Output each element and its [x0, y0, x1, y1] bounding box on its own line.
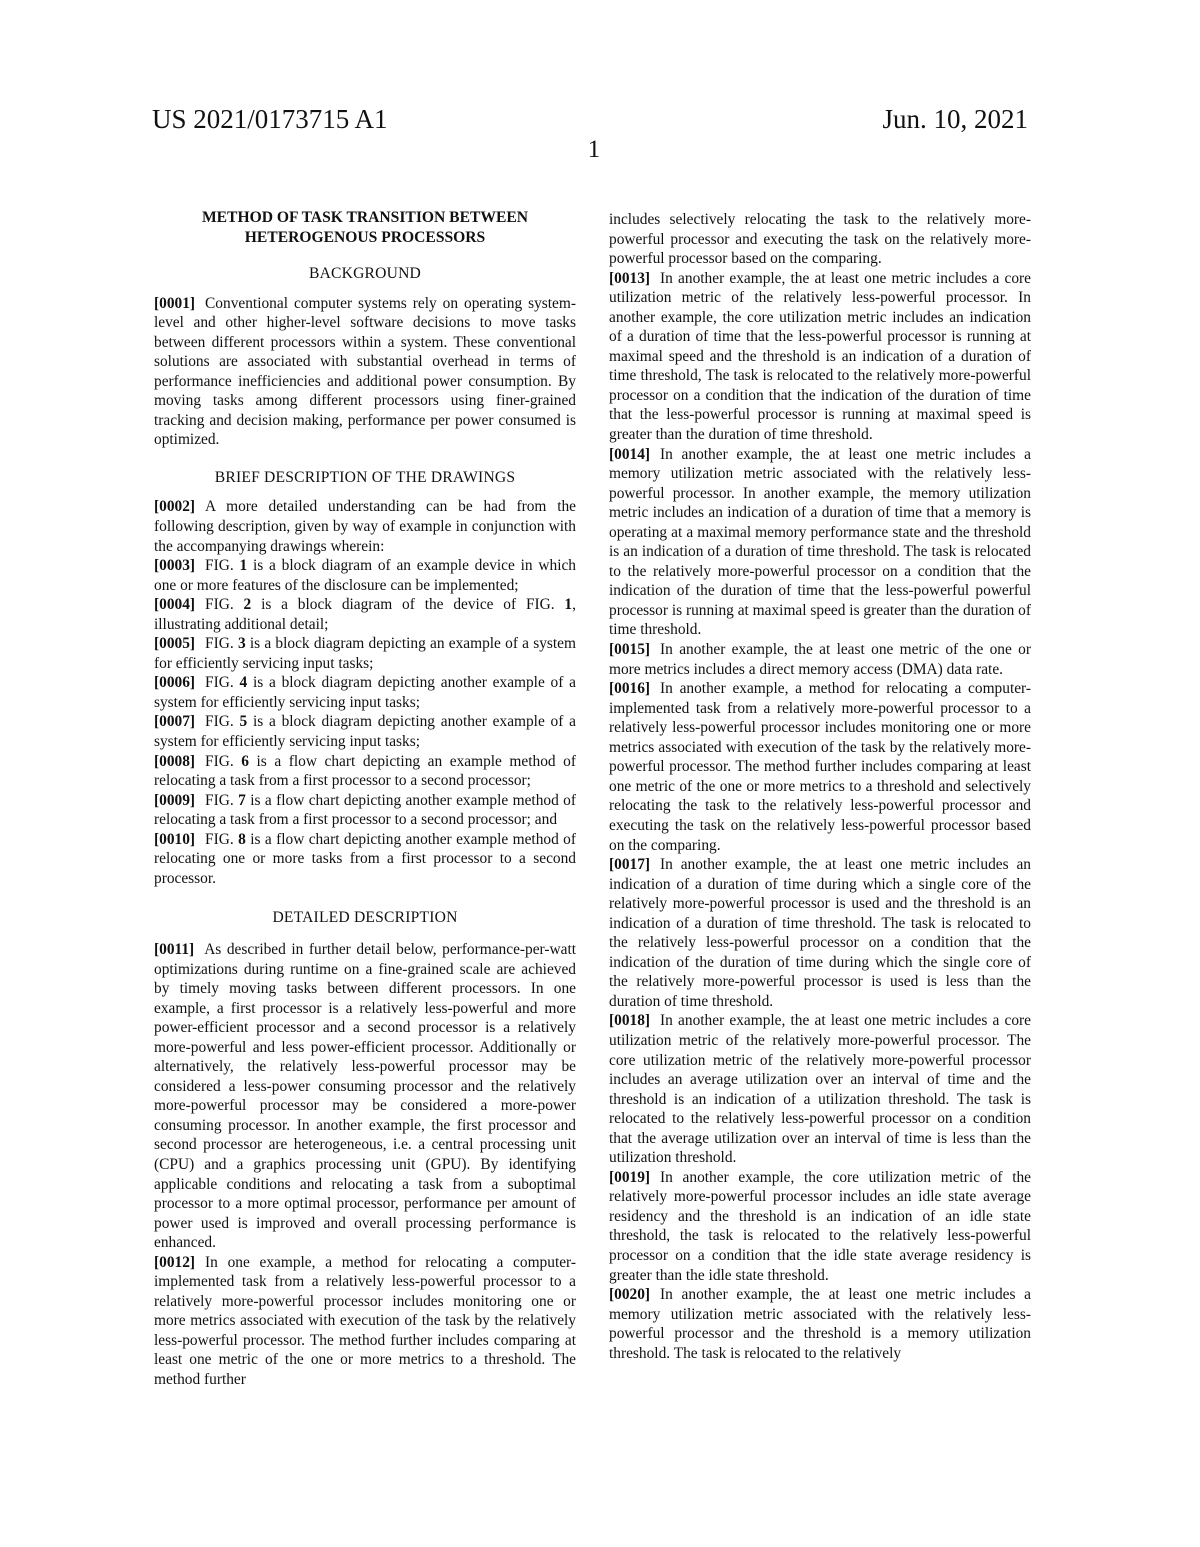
paragraph-0010 — [154, 830, 576, 889]
figure-reference-2: 1 — [564, 596, 573, 614]
paragraph-text: In another example, the at least one metric includes a core utilization metric of the relatively less-powerful processor. In another example, the core utilization metric includes an indication of a duration of time that the less-powerful processor is running at maximal speed and the threshold is an indication of a duration of time threshold, The task is relocated to the relatively more-powerful processor on a condition that the indication of the duration of time that the less-powerful processor is running at maximal speed is greater than the duration of time threshold. — [609, 269, 1031, 444]
paragraph-text: Conventional computer systems rely on operating system-level and other higher-level software decisions to move tasks between different processors within a system. These conventional solutions are associated with substantial overhead in terms of performance inefficiencies and additional power consumption. By moving tasks among different processors using finer-grained tracking and decision making, performance per power consumed is optimized. — [154, 294, 576, 449]
paragraph-number: [0015] — [609, 641, 651, 659]
figure-reference: 8 — [238, 830, 246, 848]
fig-prefix: FIG. — [205, 674, 234, 692]
paragraph-0009 — [154, 791, 576, 830]
paragraph-0019 — [609, 1168, 1031, 1285]
paragraph-0012 — [154, 1253, 576, 1390]
paragraph-text: In another example, the at least one metric includes an indication of a duration of time during which a single core of the relatively more-powerful processor is used and the threshold is an indication of a duration of time threshold. The task is relocated to the relatively less-powerful processor on a condition that the indication of the duration of time during which the single core of the relatively more-powerful processor is used is less than the duration of time threshold. — [609, 856, 1031, 1010]
paragraph-0018 — [609, 1011, 1031, 1167]
paragraph-number: [0020] — [609, 1286, 651, 1304]
paragraph-text-mid: is a block diagram of the device of FIG. — [261, 596, 555, 614]
section-heading-detailed-description: DETAILED DESCRIPTION — [272, 909, 458, 927]
title-line-2: HETEROGENOUS PROCESSORS — [244, 228, 486, 246]
figure-reference: 4 — [239, 674, 248, 692]
paragraph-0008 — [154, 752, 576, 791]
section-heading-background: BACKGROUND — [308, 265, 422, 282]
paragraph-text: is a block diagram depicting another example of a system for efficiently servicing input tasks; — [154, 674, 576, 711]
paragraph-0020 — [609, 1285, 1031, 1363]
paragraph-number: [0002] — [154, 498, 196, 516]
paragraph-number: [0004] — [154, 596, 196, 614]
paragraph-text: In another example, the at least one metric includes a memory utilization metric associated with the relatively less-powerful processor. In another example, the memory utilization metric includes an indication of a duration of time that a memory is operating at a maximal memory performance state and the threshold is an indication of a duration of time threshold. The task is relocated to the relatively more-powerful processor on a condition that the indication of the duration of time that the less-powerful powerful processor is running at maximal speed is greater than the duration of time threshold. — [609, 445, 1031, 639]
fig-prefix: FIG. — [205, 557, 234, 575]
paragraph-text: In another example, the at least one metric of the one or more metrics includes a direct memory access (DMA) data rate. — [609, 641, 1031, 678]
paragraph-0007 — [154, 712, 576, 751]
paragraph-number: [0008] — [154, 752, 196, 770]
paragraph-number: [0018] — [609, 1012, 651, 1030]
paragraph-text: In another example, the core utilization metric of the relatively more-powerful processor includes an idle state average residency and the threshold is an indication of an idle state threshold, the task is relocated to the relatively less-powerful processor on a condition that the idle state average residency is greater than the idle state threshold. — [609, 1168, 1031, 1284]
paragraph-number: [0014] — [609, 445, 651, 463]
paragraph-text: , illustrating additional detail; — [154, 596, 576, 633]
fig-prefix: FIG. — [205, 752, 234, 770]
paragraph-0016 — [609, 679, 1031, 855]
paragraph-number: [0006] — [154, 674, 196, 692]
right-column — [609, 210, 1031, 1363]
figure-reference: 5 — [239, 713, 248, 731]
paragraph-number: [0013] — [609, 269, 651, 287]
paragraph-number: [0003] — [154, 557, 196, 575]
paragraph-text: is a flow chart depicting another example method of relocating one or more tasks from a first processor to a second processor. — [154, 830, 576, 887]
figure-reference: 7 — [238, 791, 246, 809]
left-column — [154, 208, 576, 1390]
paragraph-number: [0005] — [154, 635, 196, 653]
figure-reference: 3 — [237, 635, 246, 653]
paragraph-number: [0019] — [609, 1168, 651, 1186]
figure-reference: 2 — [243, 596, 252, 614]
fig-prefix: FIG. — [205, 596, 234, 614]
paragraph-0004 — [154, 595, 576, 634]
paragraph-number: [0016] — [609, 680, 651, 698]
paragraph-text: As described in further detail below, performance-per-watt optimizations during runtime on a fine-grained scale are achieved by timely moving tasks between different processors. In one example, a first processor is a relatively less-powerful and more power-efficient processor and a second processor is a relatively more-powerful and less power-efficient processor. Additionally or alternatively, the relatively less-powerful processor may be considered a less-power consuming processor and the relatively more-powerful processor may be considered a more-power consuming processor. In another example, the first processor and second processor are heterogeneous, i.e. a central processing unit (CPU) and a graphics processing unit (GPU). By identifying applicable conditions and relocating a task from a suboptimal processor to a more optimal processor, performance per amount of power used is improved and overall processing performance is enhanced. — [154, 940, 576, 1252]
paragraph-text: is a block diagram depicting an example of a system for efficiently servicing input tasks; — [154, 635, 576, 672]
paragraph-number: [0007] — [154, 713, 196, 731]
paragraph-0013 — [609, 269, 1031, 445]
paragraph-number: [0001] — [154, 294, 196, 312]
page-number: 1 — [587, 136, 601, 163]
figure-reference: 6 — [241, 752, 249, 770]
paragraph-text: In another example, the at least one metric includes a core utilization metric of the relatively more-powerful processor. The core utilization metric of the relatively more-powerful processor includes an average utilization over an interval of time and the threshold is an indication of a utilization threshold. The task is relocated to the relatively less-powerful processor on a condition that the average utilization over an interval of time is less than the utilization threshold. — [609, 1012, 1031, 1167]
fig-prefix: FIG. — [205, 713, 234, 731]
paragraph-number: [0011] — [154, 940, 195, 958]
paragraph-text: is a flow chart depicting an example method of relocating a task from a first processor to a second processor; — [154, 752, 576, 790]
patent-number: US 2021/0173715 A1 — [152, 104, 388, 134]
paragraph-text: In another example, the at least one metric includes a memory utilization metric associated with the relatively less-powerful processor and the threshold is a memory utilization threshold. The task is relocated to the relatively — [609, 1286, 1031, 1362]
paragraph-number: [0017] — [609, 856, 651, 874]
paragraph-0012-continuation: includes selectively relocating the task to the relatively more-powerful processor and executing the task on the relatively more-powerful processor based on the comparing. — [609, 211, 1031, 268]
paragraph-0011 — [154, 940, 576, 1253]
paragraph-number: [0010] — [154, 830, 196, 848]
paragraph-0006 — [154, 673, 576, 712]
title-line-1: METHOD OF TASK TRANSITION BETWEEN — [201, 209, 529, 226]
paragraph-0015 — [609, 640, 1031, 679]
paragraph-number: [0012] — [154, 1253, 196, 1271]
section-heading-brief-description: BRIEF DESCRIPTION OF THE DRAWINGS — [214, 468, 516, 486]
fig-prefix: FIG. — [205, 791, 234, 809]
paragraph-text: A more detailed understanding can be had from the following description, given by way of example in conjunction with the accompanying drawings wherein: — [154, 498, 576, 555]
paragraph-text: In another example, a method for relocating a computer-implemented task from a relatively more-powerful processor to a relatively less-powerful processor includes monitoring one or more metrics associated with execution of the task by the relatively more-powerful processor. The method further includes comparing at least one metric of the one or more metrics to a threshold and selectively relocating the task to the relatively less-powerful processor and executing the task on the relatively less-powerful processor based on the comparing. — [609, 680, 1031, 854]
paragraph-text: In one example, a method for relocating a computer-implemented task from a relatively less-powerful processor to a relatively more-powerful processor includes monitoring one or more metrics associated with execution of the task by the relatively less-powerful processor. The method further includes comparing at least one metric of the one or more metrics to a threshold. The method further — [154, 1253, 576, 1388]
figure-reference: 1 — [239, 557, 248, 575]
paragraph-text: is a block diagram of an example device in which one or more features of the disclosure can be implemented; — [154, 557, 576, 594]
fig-prefix: FIG. — [205, 830, 234, 848]
paragraph-0002 — [154, 497, 576, 556]
paragraph-0014 — [609, 445, 1031, 640]
publication-date: Jun. 10, 2021 — [882, 104, 1028, 134]
paragraph-text: is a flow chart depicting another example method of relocating a task from a first processor to a second processor; and — [154, 791, 576, 829]
paragraph-0003 — [154, 556, 576, 595]
paragraph-text: is a block diagram depicting another example of a system for efficiently servicing input tasks; — [154, 713, 576, 751]
fig-prefix: FIG. — [205, 635, 234, 653]
paragraph-0001 — [154, 294, 576, 450]
paragraph-number: [0009] — [154, 791, 196, 809]
document-title — [154, 208, 576, 247]
paragraph-0017 — [609, 855, 1031, 1011]
paragraph-0005 — [154, 634, 576, 673]
